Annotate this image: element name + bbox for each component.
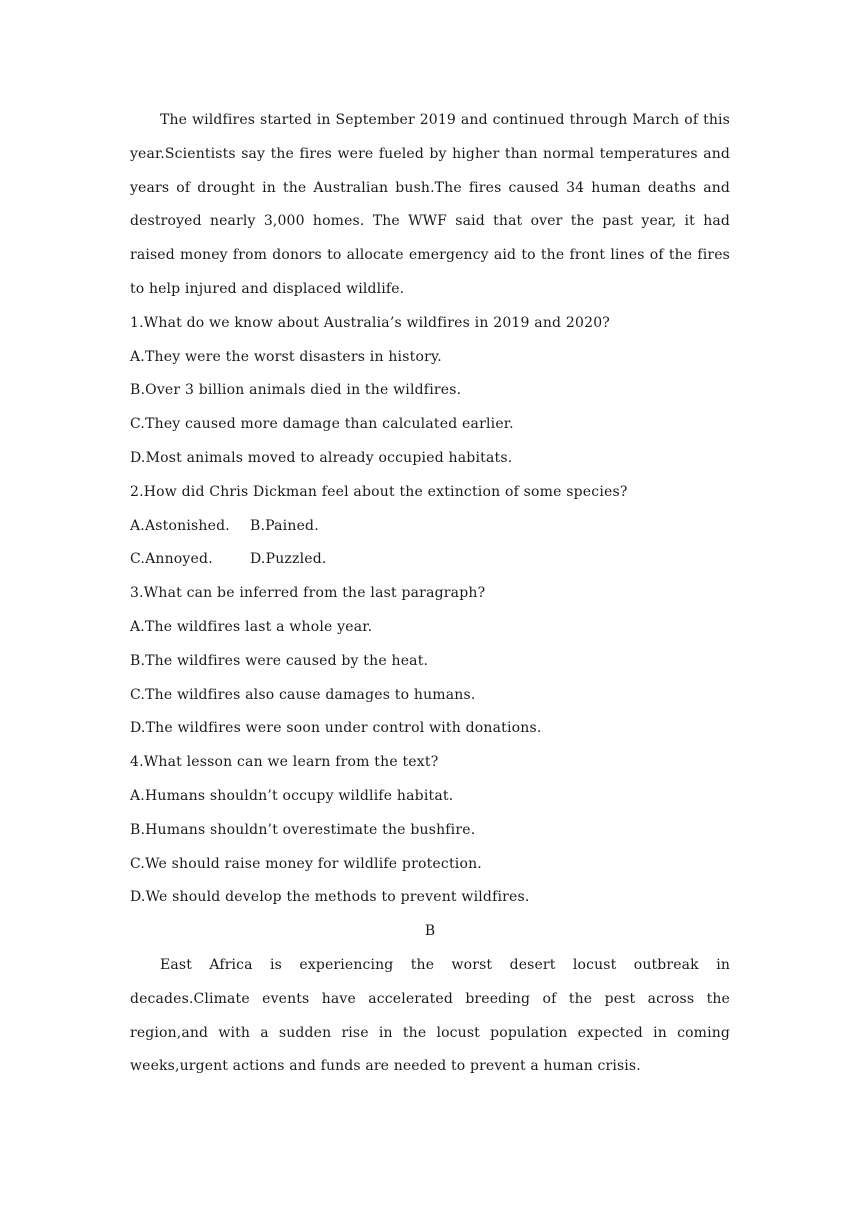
question-1-option-a: A.They were the worst disasters in history.	[130, 348, 442, 365]
question-2-option-b: B.Pained.	[250, 517, 319, 534]
question-4-option-d: D.We should develop the methods to prevent wildfires.	[130, 889, 530, 906]
question-2-options-row-1	[130, 510, 730, 544]
question-1-stem: 1.What do we know about Australia’s wildfires in 2019 and 2020?	[130, 314, 611, 331]
question-4-stem: 4.What lesson can we learn from the text?	[130, 754, 439, 771]
section-b-label: B	[424, 923, 436, 940]
question-1-option-c: C.They caused more damage than calculated earlier.	[130, 416, 514, 433]
question-4-option-a: A.Humans shouldn’t occupy wildlife habitat.	[130, 787, 454, 804]
question-3-option-c: C.The wildfires also cause damages to humans.	[130, 686, 476, 703]
section-b-paragraph: East Africa is experiencing the worst desert locust outbreak in decades.Climate events have accelerated breeding of the pest across the region,and with a sudden rise in the locust population expected in coming weeks,urgent actions and funds are needed to prevent a human crisis.	[130, 956, 730, 1075]
question-2-option-a: A.Astonished.	[130, 517, 230, 534]
question-2-options-row-2	[130, 543, 730, 577]
question-1-option-b: B.Over 3 billion animals died in the wildfires.	[130, 382, 462, 399]
question-2-option-d: D.Puzzled.	[250, 551, 327, 568]
question-3-stem: 3.What can be inferred from the last paragraph?	[130, 585, 486, 602]
question-3-option-d: D.The wildfires were soon under control with donations.	[130, 720, 542, 737]
question-2-stem: 2.How did Chris Dickman feel about the extinction of some species?	[130, 483, 628, 500]
question-2-option-c: C.Annoyed.	[130, 551, 213, 568]
question-3-option-b: B.The wildfires were caused by the heat.	[130, 652, 429, 669]
question-1-option-d: D.Most animals moved to already occupied habitats.	[130, 449, 513, 466]
question-4-option-c: C.We should raise money for wildlife protection.	[130, 855, 482, 872]
question-4-option-b: B.Humans shouldn’t overestimate the bushfire.	[130, 821, 476, 838]
passage-a-closing-paragraph: The wildfires started in September 2019 and continued through March of this year.Scientists say the fires were fueled by higher than normal temperatures and years of drought in the Australian bush.The fires caused 34 human deaths and destroyed nearly 3,000 homes. The WWF said that over the past year, it had raised money from donors to allocate emergency aid to the front lines of the fires to help injured and displaced wildlife.	[130, 112, 730, 297]
page-content	[130, 104, 730, 1084]
question-3-option-a: A.The wildfires last a whole year.	[130, 618, 373, 635]
